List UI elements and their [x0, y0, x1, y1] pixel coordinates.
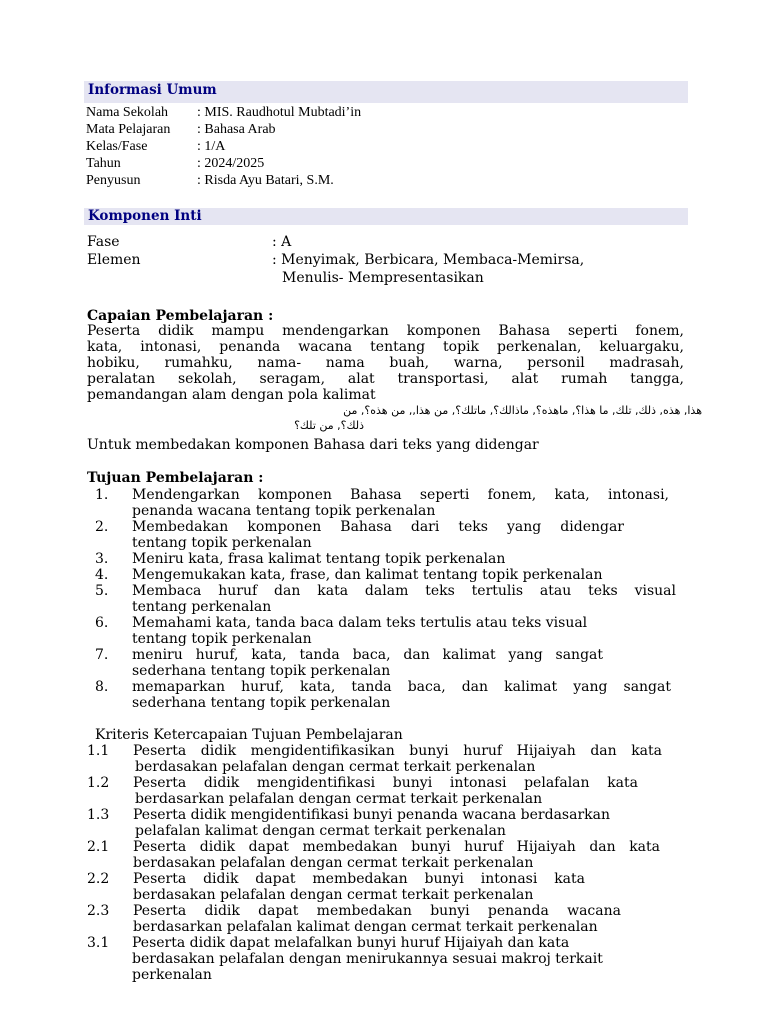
kriteria-item-line-2: berdasakan pelafalan dengan cermat terkait perkenalan: [135, 759, 536, 775]
info-label-nama-sekolah: Nama Sekolah: [86, 105, 169, 120]
kriteria-item-number: 3.1: [87, 935, 110, 951]
capaian-arabic-line-1: هذا, هذه, ذلك, تلك, ما هذا؟, ماهذه؟, ماذالك؟, ماتلك؟, من هذا,, من هذه؟, من: [343, 404, 702, 417]
info-label-kelas-fase: Kelas/Fase: [86, 139, 148, 154]
tujuan-item-line-2: tentang topik perkenalan: [132, 535, 312, 551]
tujuan-item-line-2: sederhana tentang topik perkenalan: [132, 695, 391, 711]
tujuan-item-line-1: Membedakan komponen Bahasa dari teks yang didengar: [132, 519, 624, 535]
tujuan-item-line-2: tentang perkenalan: [132, 599, 272, 615]
kriteria-item-line-2: berdasarkan pelafalan kalimat dengan cermat terkait perkenalan: [133, 919, 598, 935]
capaian-line-5: pemandangan alam dengan pola kalimat: [87, 387, 376, 403]
capaian-heading: Capaian Pembelajaran :: [87, 308, 274, 324]
kriteria-item-line-2: berdasakan pelafalan dengan menirukannya sesuai makroj terkait: [132, 951, 603, 967]
capaian-line-3: hobiku, rumahku, nama- nama buah, warna, personil madrasah,: [87, 355, 684, 371]
kriteria-heading: Kriteris Ketercapaian Tujuan Pembelajaran: [95, 727, 403, 743]
kriteria-item-line-1: Peserta didik dapat membedakan bunyi intonasi kata: [133, 871, 585, 887]
tujuan-item-number: 2.: [95, 519, 109, 535]
capaian-line-4: peralatan sekolah, seragam, alat transportasi, alat rumah tangga,: [87, 371, 684, 387]
kriteria-item-line-2: berdasakan pelafalan dengan cermat terkait perkenalan: [133, 855, 534, 871]
kriteria-item-line-1: Peserta didik mengidentifikasi bunyi intonasi pelafalan kata: [133, 775, 638, 791]
tujuan-item-line-2: tentang topik perkenalan: [132, 631, 312, 647]
kriteria-item-number: 2.3: [87, 903, 110, 919]
tujuan-item-line-1: memaparkan huruf, kata, tanda baca, dan kalimat yang sangat: [132, 679, 671, 695]
kriteria-item-line-2: pelafalan kalimat dengan cermat terkait perkenalan: [135, 823, 506, 839]
tujuan-item-number: 6.: [95, 615, 109, 631]
kriteria-item-line-1: Peserta didik dapat membedakan bunyi huruf Hijaiyah dan kata: [133, 839, 660, 855]
kriteria-item-number: 1.1: [87, 743, 110, 759]
info-heading: Informasi Umum: [84, 81, 688, 103]
tujuan-item-line-1: Mendengarkan komponen Bahasa seperti fonem, kata, intonasi,: [132, 487, 669, 503]
elemen-label: Elemen: [87, 252, 141, 268]
tujuan-item-number: 4.: [95, 567, 109, 583]
capaian-line-2: kata, intonasi, penanda wacana tentang topik perkenalan, keluargaku,: [87, 339, 684, 355]
tujuan-item-line-1: Memahami kata, tanda baca dalam teks tertulis atau teks visual: [132, 615, 588, 631]
tujuan-item-line-1: Mengemukakan kata, frase, dan kalimat tentang topik perkenalan: [132, 567, 603, 583]
info-value-penyusun: : Risda Ayu Batari, S.M.: [197, 173, 334, 188]
kriteria-item-line-1: Peserta didik dapat melafalkan bunyi huruf Hijaiyah dan kata: [132, 935, 570, 951]
tujuan-item-line-1: Membaca huruf dan kata dalam teks tertulis atau teks visual: [132, 583, 676, 599]
tujuan-heading: Tujuan Pembelajaran :: [87, 470, 264, 486]
kriteria-item-number: 2.2: [87, 871, 110, 887]
kriteria-item-line-2: berdasarkan pelafalan dengan cermat terkait perkenalan: [135, 791, 543, 807]
kriteria-item-number: 1.3: [87, 807, 110, 823]
fase-label: Fase: [87, 234, 120, 250]
tujuan-item-line-1: Meniru kata, frasa kalimat tentang topik perkenalan: [132, 551, 506, 567]
info-value-kelas-fase: : 1/A: [197, 139, 226, 154]
kriteria-item-line-1: Peserta didik dapat membedakan bunyi penanda wacana: [133, 903, 621, 919]
tujuan-item-number: 8.: [95, 679, 109, 695]
kriteria-item-line-2: berdasakan pelafalan dengan cermat terkait perkenalan: [133, 887, 534, 903]
tujuan-item-line-1: meniru huruf, kata, tanda baca, dan kalimat yang sangat: [132, 647, 603, 663]
komponen-heading: Komponen Inti: [84, 208, 688, 225]
kriteria-item-line-1: Peserta didik mengidentifikasi bunyi penanda wacana berdasarkan: [133, 807, 611, 823]
elemen-value-line-1: : Menyimak, Berbicara, Membaca-Memirsa,: [272, 252, 585, 268]
capaian-after-text: Untuk membedakan komponen Bahasa dari teks yang didengar: [87, 437, 539, 453]
tujuan-item-line-2: penanda wacana tentang topik perkenalan: [132, 503, 436, 519]
kriteria-item-line-3: perkenalan: [132, 967, 212, 983]
info-label-tahun: Tahun: [86, 156, 121, 171]
kriteria-item-number: 2.1: [87, 839, 110, 855]
info-label-penyusun: Penyusun: [86, 173, 141, 188]
tujuan-item-line-2: sederhana tentang topik perkenalan: [132, 663, 391, 679]
tujuan-item-number: 7.: [95, 647, 109, 663]
elemen-value-line-2: Menulis- Mempresentasikan: [282, 270, 484, 286]
kriteria-item-number: 1.2: [87, 775, 110, 791]
capaian-line-1: Peserta didik mampu mendengarkan komponen Bahasa seperti fonem,: [87, 323, 684, 339]
info-value-mata-pelajaran: : Bahasa Arab: [197, 122, 276, 137]
info-label-mata-pelajaran: Mata Pelajaran: [86, 122, 171, 137]
tujuan-item-number: 5.: [95, 583, 109, 599]
tujuan-item-number: 1.: [95, 487, 109, 503]
kriteria-item-line-1: Peserta didik mengidentifikasikan bunyi huruf Hijaiyah dan kata: [133, 743, 662, 759]
info-value-nama-sekolah: : MIS. Raudhotul Mubtadi’in: [197, 105, 362, 120]
tujuan-item-number: 3.: [95, 551, 109, 567]
fase-value: : A: [272, 234, 292, 250]
info-value-tahun: : 2024/2025: [197, 156, 265, 171]
capaian-arabic-line-2: ذلك؟, من تلك؟: [294, 419, 364, 432]
